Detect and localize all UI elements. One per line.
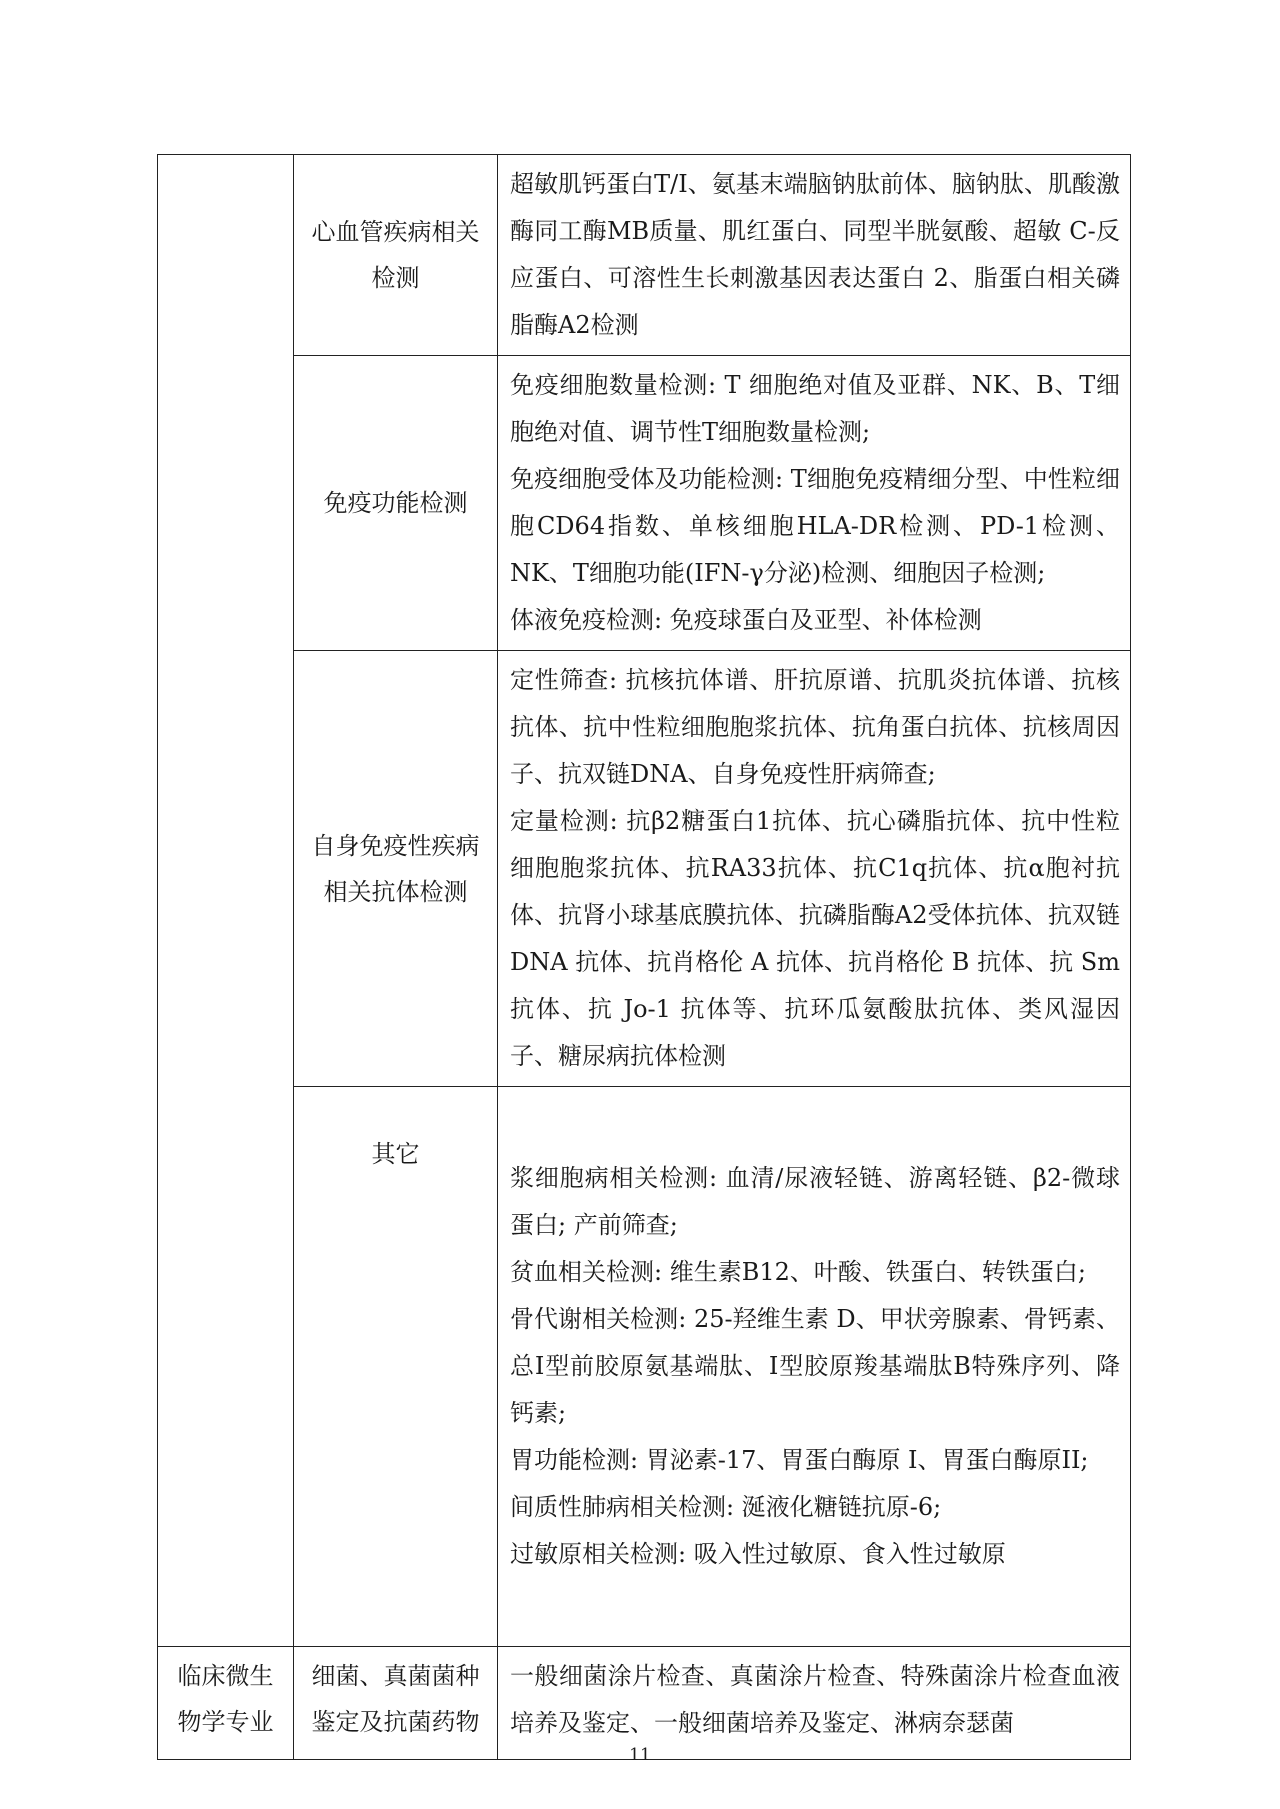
page-number: 11 <box>629 1745 651 1765</box>
category-cell <box>294 155 498 356</box>
category-cell <box>294 1647 498 1760</box>
detail-item: 体液免疫检测: 免疫球蛋白及亚型、补体检测 <box>510 606 982 634</box>
detail-item: 一般细菌涂片检查、真菌涂片检查、特殊菌涂片检查血液培养及鉴定、一般细菌培养及鉴定、淋病奈瑟菌 <box>510 1662 1120 1737</box>
profession-cell-continued <box>158 155 294 1647</box>
category-label: 自身免疫性疾病相关抗体检测 <box>311 831 480 906</box>
table-row <box>158 1087 1131 1647</box>
detail-item: 骨代谢相关检测: 25-羟维生素 D、甲状旁腺素、骨钙素、总I型前胶原氨基端肽、I型胶原羧基端肽B特殊序列、降钙素; <box>510 1305 1120 1427</box>
detail-item: 胃功能检测: 胃泌素-17、胃蛋白酶原 I、胃蛋白酶原II; <box>510 1446 1089 1474</box>
detail-item: 免疫细胞受体及功能检测: T细胞免疫精细分型、中性粒细胞CD64指数、单核细胞HLA-DR检测、PD-1检测、NK、T细胞功能(IFN-γ分泌)检测、细胞因子检测; <box>510 465 1120 587</box>
category-text-clip <box>304 1653 487 1753</box>
table-row <box>158 356 1131 651</box>
detail-text-clip <box>510 1653 1120 1753</box>
detail-item: 免疫细胞数量检测: T 细胞绝对值及亚群、NK、B、T细胞绝对值、调节性T细胞数量检测; <box>510 371 1120 446</box>
category-label: 免疫功能检测 <box>323 489 468 517</box>
category-cell <box>294 1087 498 1647</box>
detail-cell <box>498 1087 1131 1647</box>
profession-cell <box>158 1647 294 1760</box>
detail-item: 贫血相关检测: 维生素B12、叶酸、铁蛋白、转铁蛋白; <box>510 1258 1086 1286</box>
detail-item: 过敏原相关检测: 吸入性过敏原、食入性过敏原 <box>510 1540 1006 1568</box>
detail-item: 定性筛查: 抗核抗体谱、肝抗原谱、抗肌炎抗体谱、抗核抗体、抗中性粒细胞胞浆抗体、抗角蛋白抗体、抗核周因子、抗双链DNA、自身免疫性肝病筛查; <box>510 666 1120 788</box>
detail-cell <box>498 356 1131 651</box>
detail-item: 间质性肺病相关检测: 涎液化糖链抗原-6; <box>510 1493 942 1521</box>
category-label: 其它 <box>371 1140 420 1168</box>
category-label: 细菌、真菌菌种鉴定及抗菌药物 <box>311 1662 480 1736</box>
table-row <box>158 155 1131 356</box>
detail-item: 超敏肌钙蛋白T/I、氨基末端脑钠肽前体、脑钠肽、肌酸激酶同工酶MB质量、肌红蛋白、同型半胱氨酸、超敏 C-反应蛋白、可溶性生长刺激基因表达蛋白 2、脂蛋白相关磷脂酶A2检测 <box>510 170 1120 339</box>
detail-cell <box>498 155 1131 356</box>
test-items-table <box>157 154 1131 1760</box>
category-cell <box>294 356 498 651</box>
category-label: 心血管疾病相关检测 <box>311 218 480 292</box>
detail-item: 定量检测: 抗β2糖蛋白1抗体、抗心磷脂抗体、抗中性粒细胞胞浆抗体、抗RA33抗体、抗C1q抗体、抗α胞衬抗体、抗肾小球基底膜抗体、抗磷脂酶A2受体抗体、抗双链 DNA 抗体、抗肖格伦 A 抗体、抗肖格伦 B 抗体、抗 Sm 抗体、抗 Jo-1 抗体等、抗环瓜氨酸肽抗体、类风湿因子、糖尿病抗体检测 <box>510 807 1120 1070</box>
detail-item: 浆细胞病相关检测: 血清/尿液轻链、游离轻链、β2-微球蛋白; 产前筛查; <box>510 1164 1120 1239</box>
profession-text-clip <box>166 1653 285 1753</box>
profession-label: 临床微生物学专业 <box>177 1662 274 1736</box>
detail-cell <box>498 1647 1131 1760</box>
table-row <box>158 1647 1131 1760</box>
table-row <box>158 651 1131 1087</box>
detail-cell <box>498 651 1131 1087</box>
category-cell <box>294 651 498 1087</box>
